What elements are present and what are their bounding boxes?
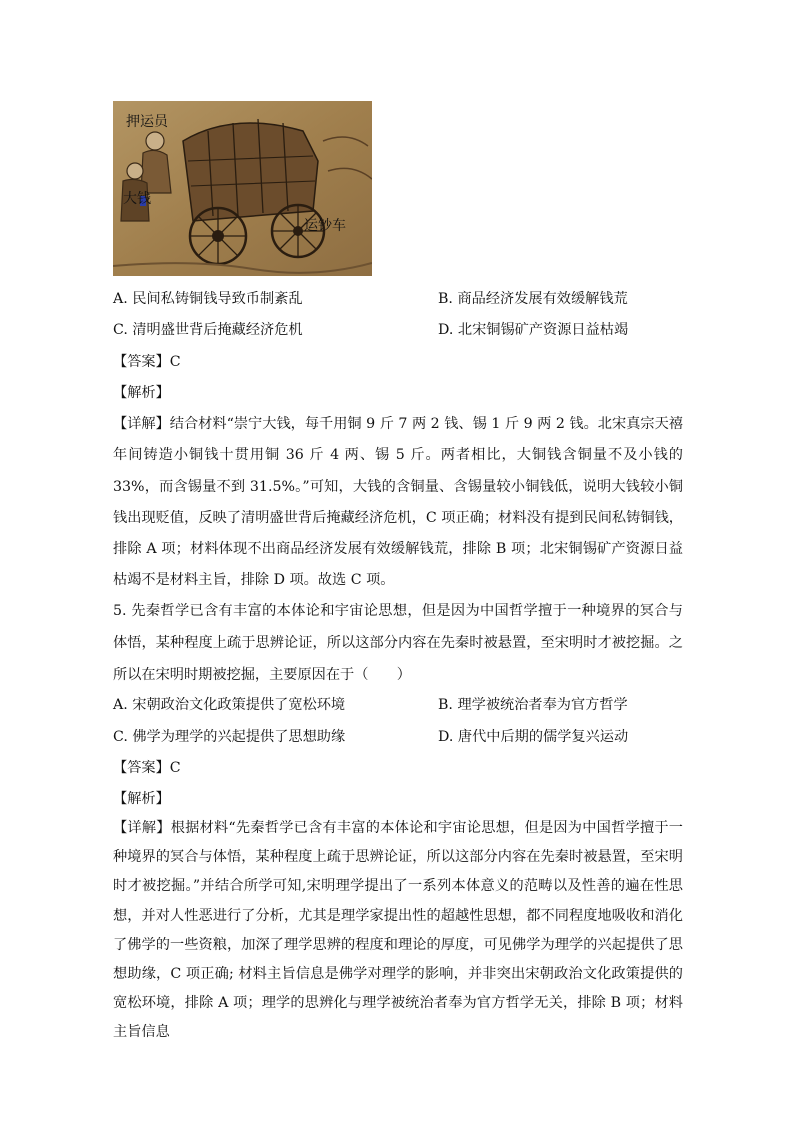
q5-analysis-heading: 【解析】 [113, 791, 170, 807]
q4-detail: 【详解】结合材料“崇宁大钱，每千用铜 9 斤 7 两 2 钱、锡 1 斤 9 两 2 钱。北宋真宗天禧年间铸造小铜钱十贯用铜 36 斤 4 两、锡 5 斤。两者相比，大铜钱含铜量不及小钱的 33%，而含锡量不到 31.5%。”可知，大钱的含铜量、含锡量较小铜钱低，说明大钱较小铜钱出现贬值，反映了清明盛世背后掩藏经济危机，C 项正确；材料没有提到民间私铸铜钱，排除 A 项；材料体现不出商品经济发展有效缓解钱荒，排除 B 项；北宋铜锡矿产资源日益枯竭不是材料主旨，排除 D 项。故选 C 项。 [113, 416, 683, 589]
q5-stem: 5. 先秦哲学已含有丰富的本体论和宇宙论思想，但是因为中国哲学擅于一种境界的冥合与体悟，某种程度上疏于思辨论证，所以这部分内容在先秦时被悬置，至宋明时才被挖掘。之所以在宋明时期被挖掘，主要原因在于（ ） [113, 603, 683, 683]
label-big-coin: 大钱 [123, 191, 151, 207]
q4-answer: 【答案】C [113, 354, 181, 370]
q5-option-c: C. 佛学为理学的兴起提供了思想助缘 [113, 729, 346, 745]
q5-option-b: B. 理学被统治者奉为官方哲学 [438, 697, 628, 713]
q4-option-b: B. 商品经济发展有效缓解钱荒 [438, 291, 628, 307]
q5-option-d: D. 唐代中后期的儒学复兴运动 [438, 729, 629, 745]
q5-detail: 【详解】根据材料“先秦哲学已含有丰富的本体论和宇宙论思想，但是因为中国哲学擅于一种境界的冥合与体悟，某种程度上疏于思辨论证，所以这部分内容在先秦时被悬置，至宋明时才被挖掘。”并结合所学可知,宋明理学提出了一系列本体意义的范畴以及性善的遍在性思想，并对人性恶进行了分析，尤其是理学家提出性的超越性思想，都不同程度地吸收和消化了佛学的一些资粮，加深了理学思辨的程度和理论的厚度，可见佛学为理学的兴起提供了思想助缘，C 项正确; 材料主旨信息是佛学对理学的影响，并非突出宋朝政治文化政策提供的宽松环境，排除 A 项；理学的思辨化与理学被统治者奉为官方哲学无关，排除 B 项；材料主旨信息 [113, 820, 683, 1041]
label-money-cart: 运钞车 [304, 218, 346, 234]
label-escort: 押运员 [126, 114, 168, 130]
q5-option-a: A. 宋朝政治文化政策提供了宽松环境 [113, 697, 346, 713]
q4-option-a: A. 民间私铸铜钱导致币制紊乱 [113, 291, 303, 307]
q4-option-d: D. 北宋铜锡矿产资源日益枯竭 [438, 322, 629, 338]
q4-analysis-heading: 【解析】 [113, 385, 170, 401]
q4-option-c: C. 清明盛世背后掩藏经济危机 [113, 322, 303, 338]
money-cart-painting [113, 101, 372, 276]
q5-answer: 【答案】C [113, 760, 181, 776]
